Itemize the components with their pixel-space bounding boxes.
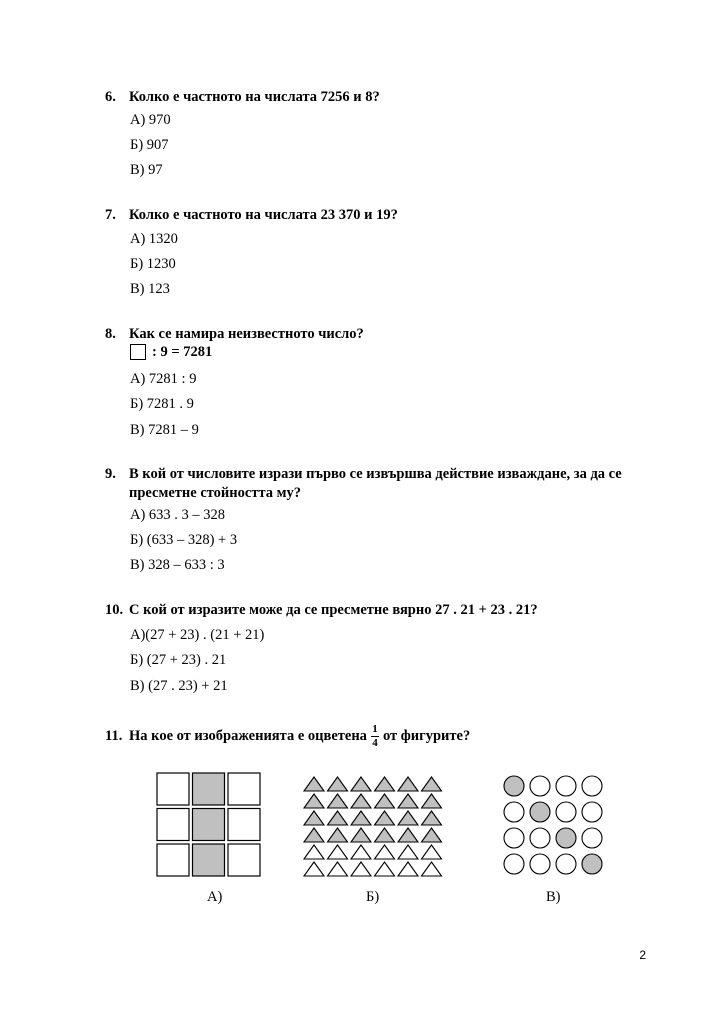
- question-number: 10.: [105, 602, 124, 618]
- option-b: Б) 907: [130, 137, 169, 153]
- question-text-before: На кое от изображенията е оцветена: [129, 727, 367, 744]
- shaded-triangle: [398, 794, 418, 808]
- option-b: Б) (27 + 23) . 21: [130, 652, 227, 668]
- triangle: [351, 845, 371, 859]
- triangle: [422, 862, 442, 876]
- fraction-numerator: 1: [372, 723, 378, 735]
- shaded-triangle: [328, 777, 348, 791]
- figure-label-a: А): [207, 889, 223, 905]
- shaded-triangle: [422, 794, 442, 808]
- shaded-triangle: [375, 794, 395, 808]
- shaded-triangle: [398, 828, 418, 842]
- circle: [530, 854, 550, 874]
- shaded-triangle: [328, 811, 348, 825]
- figure-circles: [502, 774, 614, 880]
- shaded-triangle: [351, 794, 371, 808]
- question-number: 7.: [105, 207, 116, 223]
- question-6: [105, 88, 685, 107]
- question-text: Колко е частното на числата 23 370 и 19?: [129, 207, 398, 223]
- option-a: А) 970: [130, 112, 171, 128]
- shaded-triangle: [422, 811, 442, 825]
- shaded-circle: [504, 776, 524, 796]
- circle: [530, 828, 550, 848]
- shaded-triangle: [422, 777, 442, 791]
- triangle: [328, 862, 348, 876]
- shaded-triangle: [351, 828, 371, 842]
- shaded-triangle: [375, 811, 395, 825]
- question-number: 11.: [105, 728, 123, 744]
- circle: [504, 802, 524, 822]
- circle: [582, 828, 602, 848]
- triangle: [328, 845, 348, 859]
- square: [157, 809, 189, 841]
- question-text: Как се намира неизвестното число?: [129, 326, 364, 342]
- unknown-number-box: [130, 344, 146, 360]
- triangle: [375, 862, 395, 876]
- circle: [556, 802, 576, 822]
- question-11: [105, 724, 685, 749]
- shaded-circle: [582, 854, 602, 874]
- question-text-after: от фигурите?: [382, 727, 471, 744]
- shaded-triangle: [328, 828, 348, 842]
- figure-label-c: В): [546, 889, 561, 905]
- circle: [504, 854, 524, 874]
- question-9: [105, 465, 635, 503]
- question-text: В кой от числовите изрази първо се извършва действие изваждане, за да се пресметне стойността му?: [129, 466, 622, 501]
- equation: : 9 = 7281: [152, 344, 213, 360]
- option-b: Б) 1230: [130, 256, 176, 272]
- square: [228, 809, 260, 841]
- question-10: [105, 601, 685, 620]
- option-c: В) (27 . 23) + 21: [130, 678, 228, 694]
- triangle: [398, 862, 418, 876]
- shaded-triangle: [375, 828, 395, 842]
- shaded-square: [193, 844, 225, 876]
- question-8: [105, 325, 685, 344]
- circle: [556, 854, 576, 874]
- circle: [556, 776, 576, 796]
- question-7: [105, 206, 685, 225]
- shaded-triangle: [304, 777, 324, 791]
- square: [228, 844, 260, 876]
- shaded-triangle: [328, 794, 348, 808]
- shaded-triangle: [398, 777, 418, 791]
- option-c: В) 7281 – 9: [130, 422, 199, 438]
- option-a: А) 633 . 3 – 328: [130, 507, 226, 523]
- question-text: [129, 724, 685, 749]
- option-a: А)(27 + 23) . (21 + 21): [130, 627, 265, 643]
- triangle: [375, 845, 395, 859]
- figure-triangles: [302, 775, 452, 880]
- question-text: С кой от изразите може да се пресметне вярно 27 . 21 + 23 . 21?: [129, 602, 538, 618]
- shaded-triangle: [304, 811, 324, 825]
- fraction-denominator: 4: [372, 737, 378, 749]
- shaded-circle: [530, 802, 550, 822]
- shaded-triangle: [351, 811, 371, 825]
- square: [157, 844, 189, 876]
- triangle: [351, 862, 371, 876]
- option-b: Б) 7281 . 9: [130, 396, 194, 412]
- question-number: 9.: [105, 466, 116, 482]
- option-a: А) 7281 : 9: [130, 371, 197, 387]
- square: [228, 773, 260, 805]
- triangle: [304, 862, 324, 876]
- shaded-triangle: [422, 828, 442, 842]
- shaded-triangle: [398, 811, 418, 825]
- shaded-triangle: [351, 777, 371, 791]
- circle: [530, 776, 550, 796]
- shaded-triangle: [375, 777, 395, 791]
- circle: [582, 776, 602, 796]
- shaded-triangle: [304, 828, 324, 842]
- option-c: В) 328 – 633 : 3: [130, 557, 225, 573]
- triangle: [398, 845, 418, 859]
- square: [157, 773, 189, 805]
- shaded-triangle: [304, 794, 324, 808]
- shaded-square: [193, 809, 225, 841]
- option-a: А) 1320: [130, 231, 178, 247]
- circle: [582, 802, 602, 822]
- circle: [504, 828, 524, 848]
- shaded-circle: [556, 828, 576, 848]
- triangle: [422, 845, 442, 859]
- question-number: 6.: [105, 89, 116, 105]
- figure-label-b: Б): [366, 889, 380, 905]
- question-text: Колко е частното на числата 7256 и 8?: [129, 89, 380, 105]
- page-number: 2: [639, 948, 646, 962]
- fraction: [371, 724, 379, 749]
- option-c: В) 123: [130, 281, 170, 297]
- question-number: 8.: [105, 326, 116, 342]
- shaded-square: [193, 773, 225, 805]
- option-b: Б) (633 – 328) + 3: [130, 532, 238, 548]
- option-c: В) 97: [130, 162, 163, 178]
- triangle: [304, 845, 324, 859]
- figure-squares: [156, 772, 268, 878]
